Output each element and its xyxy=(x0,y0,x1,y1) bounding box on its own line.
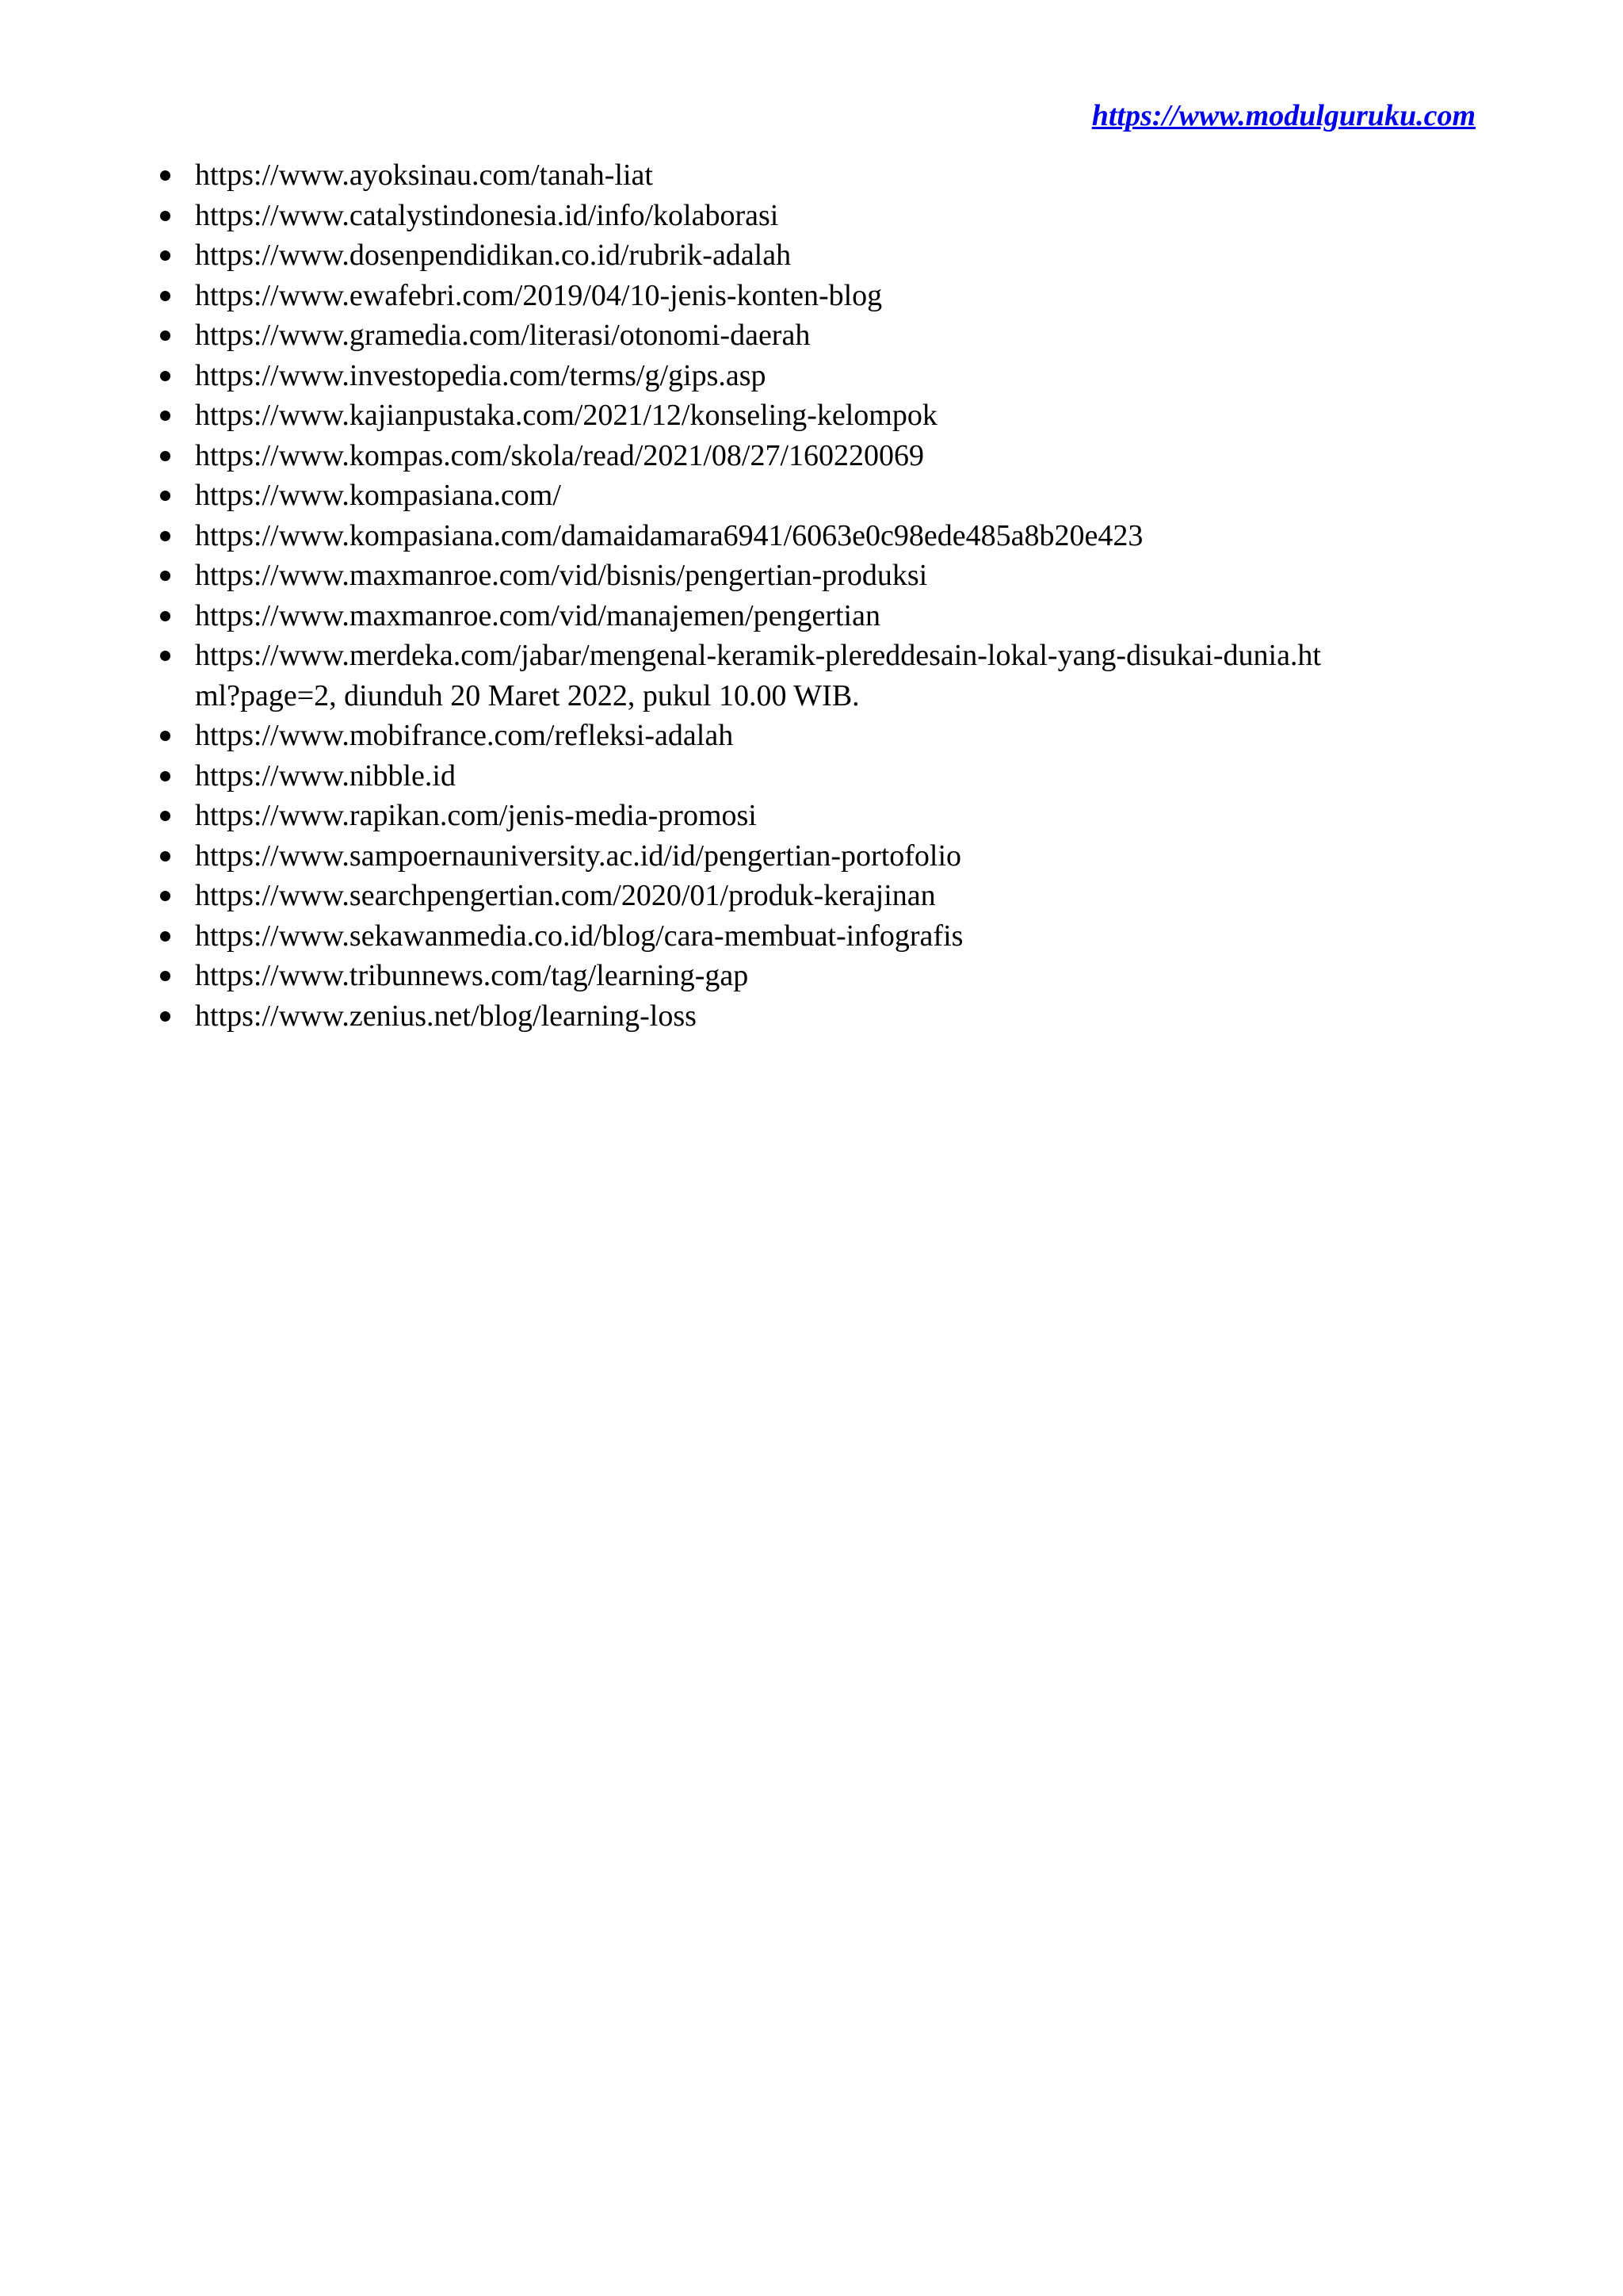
reference-url[interactable]: https://www.maxmanroe.com/vid/manajemen/pengertian xyxy=(195,598,880,632)
bullet-icon xyxy=(160,611,170,621)
bullet-icon xyxy=(160,731,170,741)
reference-item xyxy=(160,196,1460,236)
reference-url[interactable]: https://www.nibble.id xyxy=(195,758,456,793)
reference-item xyxy=(160,796,1460,836)
bullet-icon xyxy=(160,651,170,661)
reference-item xyxy=(160,476,1460,516)
reference-item xyxy=(160,756,1460,797)
bullet-icon xyxy=(160,411,170,421)
reference-url[interactable]: https://www.kompas.com/skola/read/2021/08/27/160220069 xyxy=(195,438,925,472)
reference-url[interactable]: https://www.sekawanmedia.co.id/blog/cara-membuat-infografis xyxy=(195,919,964,953)
reference-url[interactable]: https://www.investopedia.com/terms/g/gips.asp xyxy=(195,358,766,392)
reference-url[interactable]: https://www.gramedia.com/literasi/otonomi-daerah xyxy=(195,319,811,352)
bullet-icon xyxy=(160,891,170,901)
bullet-icon xyxy=(160,451,170,461)
reference-item xyxy=(160,876,1460,916)
bullet-icon xyxy=(160,211,170,221)
reference-url[interactable]: https://www.tribunnews.com/tag/learning-gap xyxy=(195,959,749,992)
bullet-icon xyxy=(160,170,170,181)
bullet-icon xyxy=(160,1011,170,1022)
bullet-icon xyxy=(160,531,170,541)
reference-url[interactable]: https://www.zenius.net/blog/learning-loss xyxy=(195,999,697,1033)
bullet-icon xyxy=(160,291,170,301)
reference-item-wrapped xyxy=(160,636,1460,716)
reference-item xyxy=(160,996,1460,1037)
reference-url[interactable]: https://www.kompasiana.com/ xyxy=(195,479,561,512)
reference-item xyxy=(160,516,1460,556)
bullet-icon xyxy=(160,811,170,821)
reference-item xyxy=(160,556,1460,596)
reference-url[interactable]: https://www.merdeka.com/jabar/mengenal-keramik-plereddesain-lokal-yang-disukai-dunia.html?page=2, diunduh 20 Maret 2022, pukul 10.00 WIB. xyxy=(195,639,1321,712)
reference-url[interactable]: https://www.dosenpendidikan.co.id/rubrik-adalah xyxy=(195,239,792,272)
header-website-link[interactable]: https://www.modulguruku.com xyxy=(1091,99,1476,132)
bullet-icon xyxy=(160,771,170,781)
reference-item xyxy=(160,436,1460,476)
reference-url[interactable]: https://www.sampoernauniversity.ac.id/id/pengertian-portofolio xyxy=(195,839,962,873)
reference-url[interactable]: https://www.searchpengertian.com/2020/01/produk-kerajinan xyxy=(195,879,936,912)
reference-url[interactable]: https://www.mobifrance.com/refleksi-adalah xyxy=(195,719,734,752)
bullet-icon xyxy=(160,491,170,501)
reference-item xyxy=(160,596,1460,636)
reference-url[interactable]: https://www.rapikan.com/jenis-media-promosi xyxy=(195,799,757,832)
reference-url[interactable]: https://www.catalystindonesia.id/info/kolaborasi xyxy=(195,198,779,232)
reference-item xyxy=(160,956,1460,996)
bullet-icon xyxy=(160,250,170,261)
reference-list xyxy=(160,155,1460,1036)
bullet-icon xyxy=(160,571,170,581)
bullet-icon xyxy=(160,330,170,341)
bullet-icon xyxy=(160,851,170,861)
reference-item xyxy=(160,836,1460,877)
reference-item xyxy=(160,155,1460,196)
reference-url[interactable]: https://www.ayoksinau.com/tanah-liat xyxy=(195,159,653,192)
reference-url[interactable]: https://www.kajianpustaka.com/2021/12/konseling-kelompok xyxy=(195,399,938,432)
reference-item xyxy=(160,395,1460,436)
reference-item xyxy=(160,716,1460,756)
reference-url[interactable]: https://www.ewafebri.com/2019/04/10-jenis-konten-blog xyxy=(195,278,883,312)
reference-url[interactable]: https://www.kompasiana.com/damaidamara6941/6063e0c98ede485a8b20e423 xyxy=(195,518,1144,552)
reference-url[interactable]: https://www.maxmanroe.com/vid/bisnis/pengertian-produksi xyxy=(195,559,928,592)
bullet-icon xyxy=(160,931,170,942)
bullet-icon xyxy=(160,971,170,981)
reference-item xyxy=(160,235,1460,276)
bullet-icon xyxy=(160,371,170,381)
reference-item xyxy=(160,356,1460,396)
reference-item xyxy=(160,315,1460,356)
reference-item xyxy=(160,916,1460,957)
reference-item xyxy=(160,276,1460,316)
